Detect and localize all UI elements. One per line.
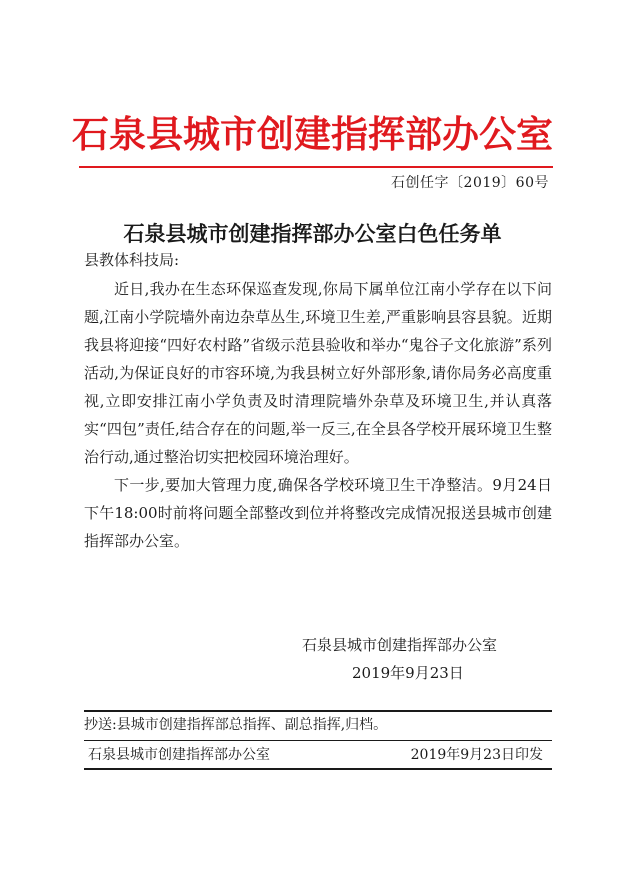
footer-rule-top — [84, 710, 552, 712]
signature-date: 2019年9月23日 — [352, 664, 464, 682]
document-body — [84, 275, 552, 555]
issuer: 石泉县城市创建指挥部办公室 — [88, 747, 270, 763]
document-title: 石泉县城市创建指挥部办公室白色任务单 — [123, 221, 502, 246]
body-paragraph: 近日,我办在生态环保巡查发现,你局下属单位江南小学存在以下问题,江南小学院墙外南边杂草丛生,环境卫生差,严重影响县容县貌。近期我县将迎接“四好农村路”省级示范县验收和举办“鬼谷子文化旅游”系列活动,为保证良好的市容环境,为我县树立好外部形象,请你局务必高度重视,立即安排江南小学负责及时清理院墙外杂草及环境卫生,并认真落实“四包”责任,结合存在的问题,举一反三,在全县各学校开展环境卫生整治行动,通过整治切实把校园环境治理好。 — [84, 280, 552, 466]
footer-rule-middle — [84, 740, 552, 741]
document-number: 石创任字〔2019〕60号 — [391, 175, 549, 191]
signer: 石泉县城市创建指挥部办公室 — [302, 636, 498, 654]
body-paragraph: 下一步,要加大管理力度,确保各学校环境卫生干净整洁。9月24日下午18:00时前将问题全部整改到位并将整改完成情况报送县城市创建指挥部办公室。 — [84, 476, 552, 550]
footer-rule-bottom — [84, 768, 552, 770]
org-red-header: 石泉县城市创建指挥部办公室 — [72, 113, 553, 156]
recipient: 县教体科技局: — [84, 251, 180, 269]
print-date: 2019年9月23日印发 — [410, 747, 543, 763]
cc-line: 抄送:县城市创建指挥部总指挥、副总指挥,归档。 — [84, 717, 388, 733]
red-divider — [79, 166, 553, 168]
